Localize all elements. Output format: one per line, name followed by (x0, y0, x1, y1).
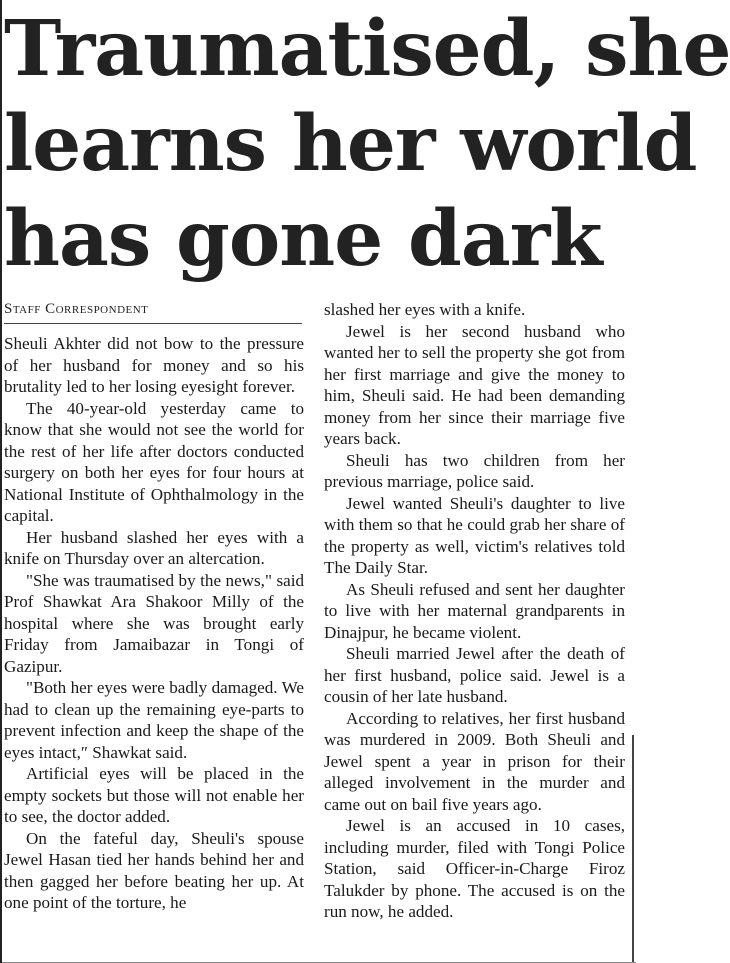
column-rule (632, 735, 634, 963)
paragraph: As Sheuli refused and sent her daughter to live with her maternal grandparents in Dinajpur, he became violent. (324, 579, 625, 642)
paragraph: "She was traumatised by the news," said Prof Shawkat Ara Shakoor Milly of the hospital where she was brought early Friday from Jamaibazar in Tongi of Gazipur. (4, 570, 304, 676)
headline (4, 2, 730, 287)
paragraph: Her husband slashed her eyes with a knife on Thursday over an altercation. (4, 527, 304, 568)
byline: Staff Correspondent (4, 301, 302, 324)
paragraph: Jewel wanted Sheuli's daughter to live with them so that he could grab her share of the property as well, victim's relatives told The Daily Star. (324, 493, 625, 577)
paragraph: Sheuli Akhter did not bow to the pressure of her husband for money and so his brutality led to her losing eyesight forever. (4, 334, 304, 396)
paragraph: The 40-year-old yesterday came to know that she would not see the world for the rest of her life after doctors conducted surgery on both her eyes for four hours at National Institute of Ophthalmology in the capital. (4, 398, 304, 525)
headline-line-3: has gone dark (4, 194, 602, 284)
headline-line-1: Traumatised, she (4, 4, 730, 94)
paragraph: Jewel is her second husband who wanted her to sell the property she got from her first marriage and give the money to him, Sheuli said. He had been demanding money from her since their marriage five years back. (324, 321, 625, 448)
paragraph: Sheuli has two children from her previous marriage, police said. (324, 450, 625, 491)
paragraph: "Both her eyes were badly damaged. We had to clean up the remaining eye-parts to prevent infection and keep the shape of the eyes intact,″ Shawkat said. (4, 678, 304, 762)
article-column-right (324, 299, 625, 923)
paragraph: Artificial eyes will be placed in the empty sockets but those will not enable her to see, the doctor added. (4, 764, 304, 826)
paragraph: Jewel is an accused in 10 cases, including murder, filed with Tongi Police Station, said Officer-in-Charge Firoz Talukder by phone. The accused is on the run now, he added. (324, 816, 625, 921)
paragraph: On the fateful day, Sheuli's spouse Jewel Hasan tied her hands behind her and then gagged her before beating her up. At one point of the torture, he (4, 828, 304, 912)
paragraph: Sheuli married Jewel after the death of her first husband, police said. Jewel is a cousin of her late husband. (324, 644, 625, 706)
article-column-left (4, 333, 304, 914)
paragraph: According to relatives, her first husband was murdered in 2009. Both Sheuli and Jewel spent a year in prison for their alleged involvement in the murder and came out on bail five years ago. (324, 708, 625, 814)
paragraph: slashed her eyes with a knife. (324, 300, 526, 319)
headline-line-2: learns her world (4, 99, 697, 189)
